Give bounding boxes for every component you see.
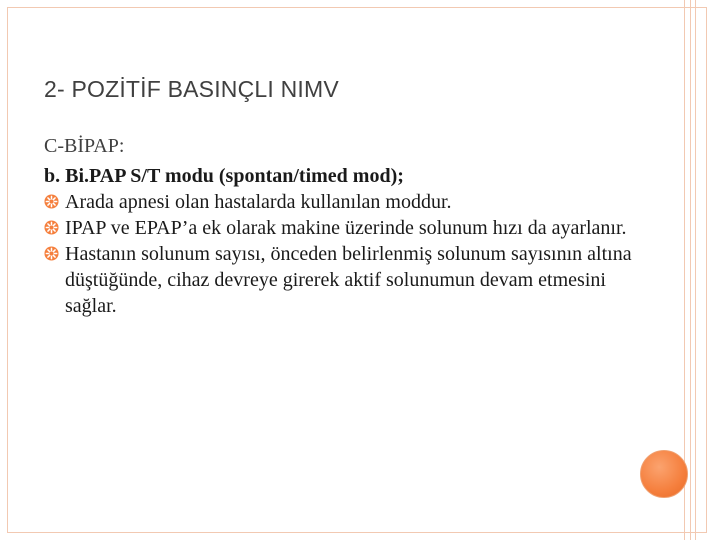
orange-circle-decoration xyxy=(640,450,688,498)
decor-line xyxy=(684,0,685,540)
subhead: C-BİPAP: xyxy=(44,135,125,157)
slide-title: 2- POZİTİF BASINÇLI NIMV xyxy=(44,76,339,102)
decor-line xyxy=(690,0,691,540)
sunburst-bullet-icon xyxy=(44,220,59,235)
bullet-text: Hastanın solunum sayısı, önceden belirlenmiş solunum sayısının altına düştüğünde, cihaz devreye girerek aktif solunumun devam etmesini sağlar. xyxy=(65,243,632,317)
bullet-item xyxy=(44,241,644,319)
slide-content xyxy=(44,133,644,319)
bullet-item xyxy=(44,215,644,241)
lead-line: b. Bi.PAP S/T modu (spontan/timed mod); xyxy=(44,165,404,187)
sunburst-bullet-icon xyxy=(44,194,59,209)
bullet-item xyxy=(44,189,644,215)
bullet-text: IPAP ve EPAP’a ek olarak makine üzerinde solunum hızı da ayarlanır. xyxy=(65,217,627,239)
decor-line xyxy=(695,0,696,540)
sunburst-bullet-icon xyxy=(44,246,59,261)
bullet-text: Arada apnesi olan hastalarda kullanılan moddur. xyxy=(65,191,452,213)
